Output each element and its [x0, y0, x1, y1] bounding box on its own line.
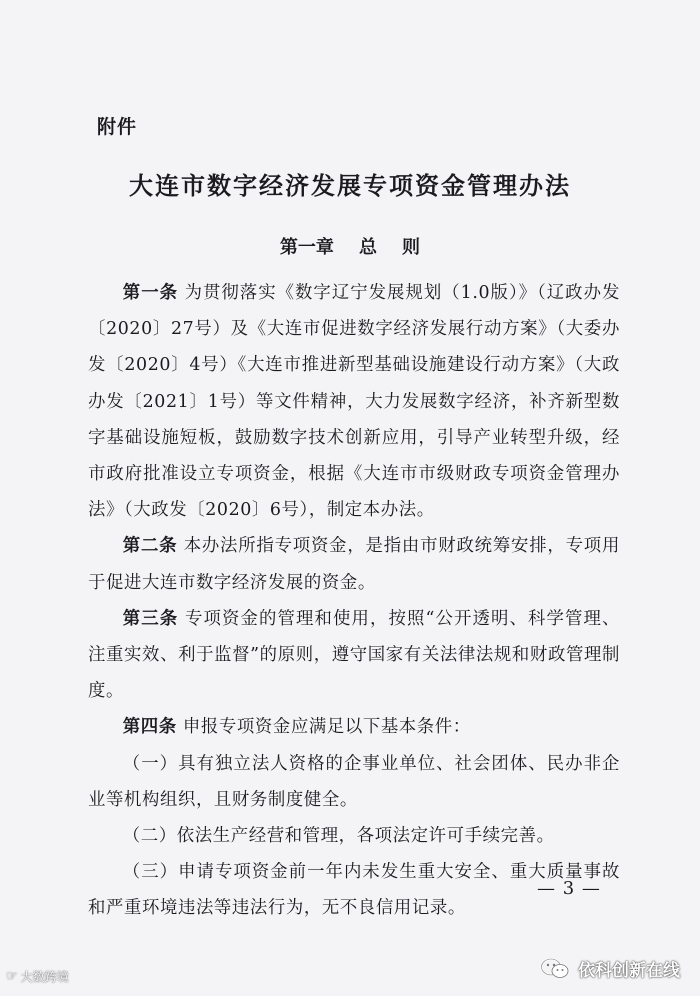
attachment-label: 附件 — [97, 116, 138, 138]
page-number: — 3 — — [537, 878, 601, 899]
chapter-heading: 第一章 总 则 — [279, 237, 421, 258]
article-text: 本办法所指专项资金，是指由市财政统筹安排，专项用于促进大连市数字经济发展的资金。 — [88, 536, 620, 593]
article-label: 第四条 — [122, 717, 177, 738]
watermark-right — [540, 956, 680, 981]
condition-item: （二）依法生产经营和管理，各项法定许可手续完善。 — [122, 826, 555, 847]
article-label: 第二条 — [122, 536, 178, 557]
article-text: 申报专项资金应满足以下基本条件： — [182, 717, 471, 738]
document-title: 大连市数字经济发展专项资金管理办法 — [129, 172, 571, 200]
article-1 — [88, 275, 620, 528]
watermark-left-text: 大数跨境 — [20, 970, 69, 984]
article-label: 第三条 — [122, 608, 179, 629]
document-body — [88, 275, 620, 927]
watermark-left — [6, 968, 69, 985]
watermark-logo-icon: ☞ — [6, 969, 18, 984]
article-4 — [88, 709, 620, 745]
wechat-icon — [540, 957, 570, 981]
article-2 — [88, 528, 620, 600]
article-label: 第一条 — [122, 283, 179, 303]
article-text: 专项资金的管理和使用，按照“公开透明、科学管理、注重实效、利于监督”的原则，遵守国家有关法律法规和财政管理制度。 — [88, 608, 620, 702]
condition-item: （三）申请专项资金前一年内未发生重大安全、重大质量事故和严重环境违法等违法行为，无不良信用记录。 — [88, 862, 620, 919]
condition-item: （一）具有独立法人资格的企事业单位、社会团体、民办非企业等机构组织，且财务制度健全。 — [88, 753, 620, 810]
article-text: 为贯彻落实《数字辽宁发展规划（1.0版）》（辽政办发〔2020〕27号）及《大连市促进数字经济发展行动方案》（大委办发〔2020〕4号）《大连市推进新型基础设施建设行动方案》（大政办发〔2021〕1号）等文件精神，大力发展数字经济，补齐新型数字基础设施短板，鼓励数字技术创新应用，引导产业转型升级，经市政府批准设立专项资金，根据《大连市市级财政专项资金管理办法》（大政发〔2020〕6号），制定本办法。 — [88, 283, 620, 521]
watermark-right-text: 依科创新在线 — [578, 961, 680, 981]
article-3 — [88, 601, 620, 710]
